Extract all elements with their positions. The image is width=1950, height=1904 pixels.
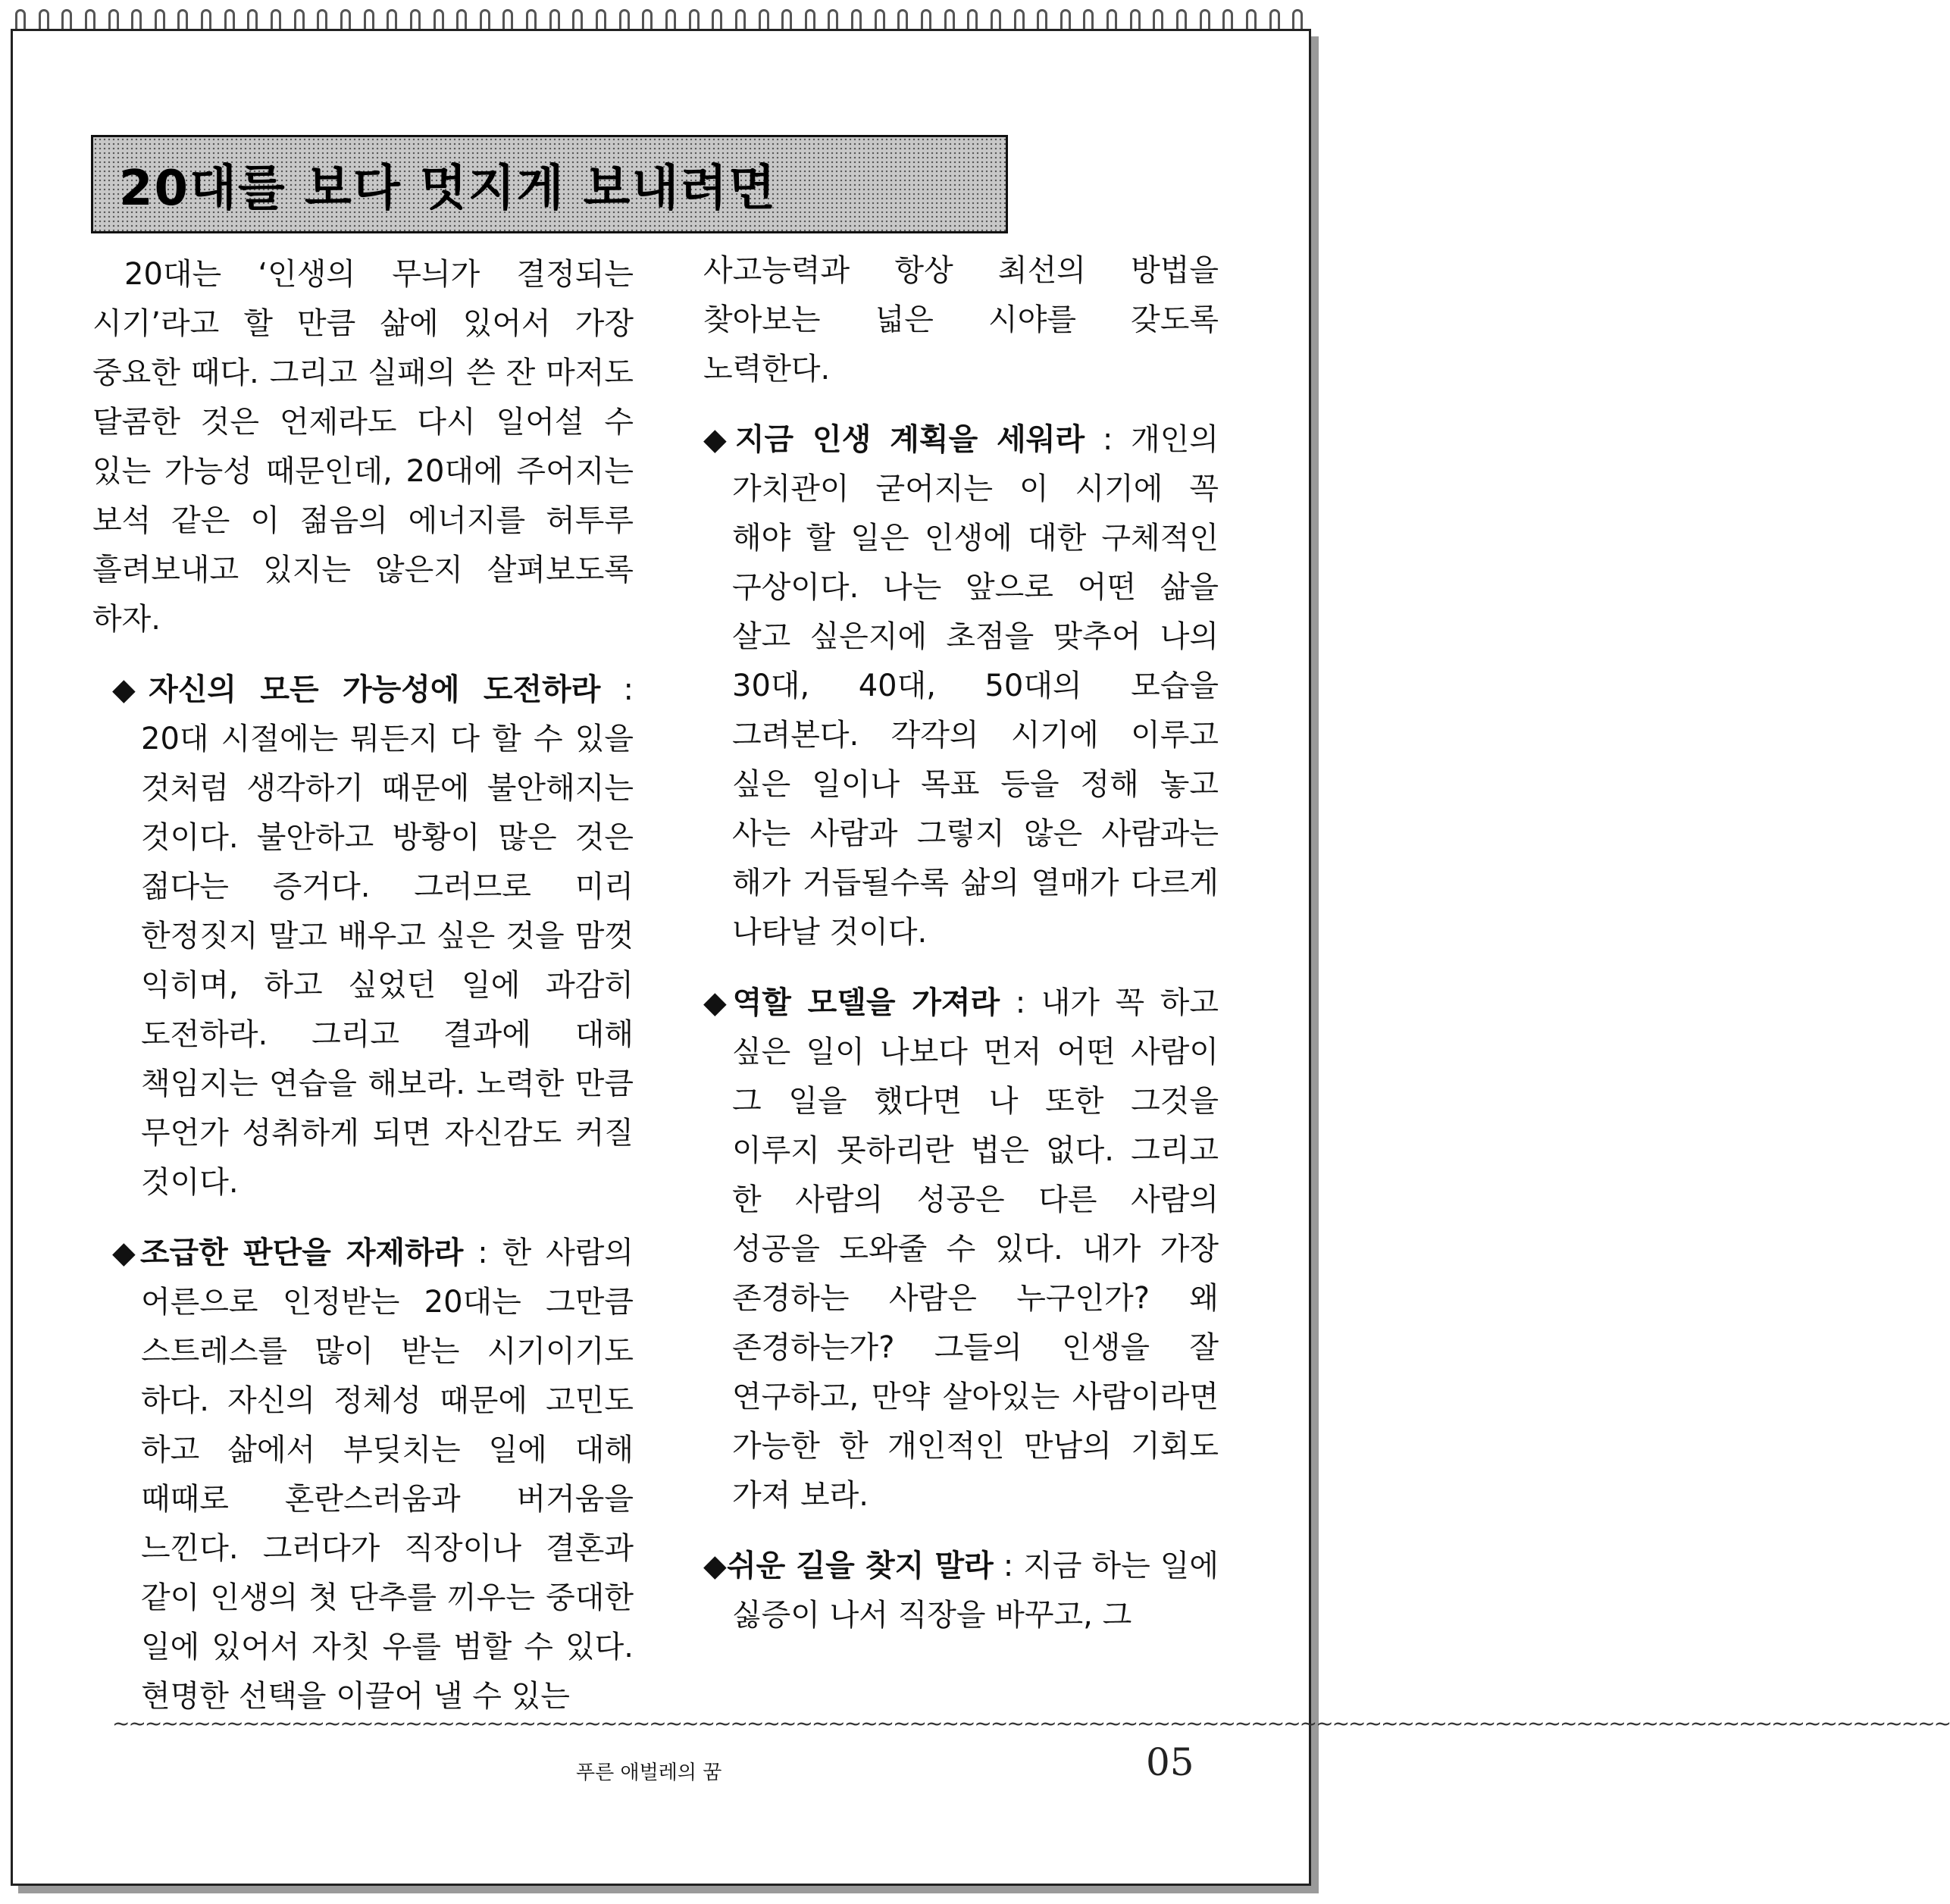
spiral-binding xyxy=(15,2,1304,32)
separator: : xyxy=(600,672,634,707)
section-heading: 조급한 판단을 자제하라 xyxy=(139,1235,464,1270)
right-column xyxy=(684,246,1219,1640)
separator: : xyxy=(463,1235,502,1270)
continued-paragraph: 사고능력과 항상 최선의 방법을 찾아보는 넓은 시야를 갖도록 노력한다. xyxy=(703,253,1219,387)
page-title: 20대를 보다 멋지게 보내려면 xyxy=(119,161,777,217)
section-role-model xyxy=(684,979,1219,1520)
page-number: 05 xyxy=(1146,1740,1194,1784)
section-paragraph xyxy=(684,979,1219,1520)
diamond-bullet-icon: ◆ xyxy=(703,985,733,1020)
footer-wavy-divider: ~~~~~~~~~~~~~~~~~~~~~~~~~~~~~~~~~~~~~~~~~~~~~~~~~~~~~~~~~~~~~~~~~~~~~~~~~~~~~~~~~~~~~~~~~~~~~~~~~~~~~~~~~~~~~~~~~ xyxy=(112,1711,1950,1736)
left-column xyxy=(92,250,634,1721)
section-heading: 자신의 모든 가능성에 도전하라 xyxy=(149,672,601,707)
section-paragraph xyxy=(92,1229,634,1721)
section-body: 20대 시절에는 뭐든지 다 할 수 있을 것처럼 생각하기 때문에 불안해지는 것이다. 불안하고 방황이 많은 것은 젊다는 증거다. 그러므로 미리 한정짓지 말고 배우고 싶은 것을 맘껏 익히며, 하고 싶었던 일에 과감히 도전하라. 그리고 결과에 대해 책임지는 연습을 해보라. 노력한 만큼 무언가 성취하게 되면 자신감도 커질 것이다. xyxy=(141,722,634,1200)
section-heading: 역할 모델을 가져라 xyxy=(732,985,1000,1020)
section-easy-road xyxy=(684,1542,1219,1640)
section-paragraph xyxy=(92,665,634,1207)
separator: : xyxy=(1000,985,1041,1020)
footer-book-title: 푸른 애벌레의 꿈 xyxy=(576,1762,722,1784)
section-body: 한 사람의 어른으로 인정받는 20대는 그만큼 스트레스를 많이 받는 시기이기도 하다. 자신의 정체성 때문에 고민도 하고 삶에서 부딪치는 일에 대해 때때로 혼란스러움과 버거움을 느낀다. 그러다가 직장이나 결혼과 같이 인생의 첫 단추를 끼우는 중대한 일에 있어서 자칫 우를 범할 수 있다. 현명한 선택을 이끌어 낼 수 있는 xyxy=(141,1235,634,1714)
diamond-bullet-icon: ◆ xyxy=(703,422,735,457)
section-paragraph xyxy=(684,415,1219,957)
section-challenge xyxy=(92,665,634,1207)
separator: : xyxy=(993,1549,1024,1583)
intro-paragraph: 20대는 ‘인생의 무늬가 결정되는 시기’라고 할 만큼 삶에 있어서 가장 중요한 때다. 그리고 실패의 쓴 잔 마저도 달콤한 것은 언제라도 다시 일어설 수 있는 가능성 때문인데, 20대에 주어지는 보석 같은 이 젊음의 에너지를 허투루 흘려보내고 있지는 않은지 살펴보도록 하자. xyxy=(92,257,634,637)
section-heading: 쉬운 길을 찾지 말라 xyxy=(727,1549,994,1583)
separator: : xyxy=(1085,422,1132,457)
diamond-bullet-icon: ◆ xyxy=(112,1235,140,1270)
diamond-bullet-icon: ◆ xyxy=(112,672,149,707)
section-paragraph xyxy=(684,1542,1219,1640)
diamond-bullet-icon: ◆ xyxy=(703,1549,728,1583)
section-body: 개인의 가치관이 굳어지는 이 시기에 꼭 해야 할 일은 인생에 대한 구체적인 구상이다. 나는 앞으로 어떤 삶을 살고 싶은지에 초점을 맞추어 나의 30대, 40대, 50대의 모습을 그려본다. 각각의 시기에 이루고 싶은 일이나 목표 등을 정해 놓고 사는 사람과 그렇지 않은 사람과는 해가 거듭될수록 삶의 열매가 다르게 나타날 것이다. xyxy=(732,422,1219,950)
section-heading: 지금 인생 계획을 세워라 xyxy=(734,422,1085,457)
section-life-plan xyxy=(684,415,1219,957)
section-body: 지금 하는 일에 싫증이 나서 직장을 바꾸고, 그 xyxy=(732,1549,1219,1633)
section-body: 내가 꼭 하고 싶은 일이 나보다 먼저 어떤 사람이 그 일을 했다면 나 또한 그것을 이루지 못하리란 법은 없다. 그리고 한 사람의 성공은 다른 사람의 성공을 도와줄 수 있다. 내가 가장 존경하는 사람은 누구인가? 왜 존경하는가? 그들의 인생을 잘 연구하고, 만약 살아있는 사람이라면 가능한 한 개인적인 만남의 기회도 가져 보라. xyxy=(732,985,1219,1513)
section-patience xyxy=(92,1229,634,1721)
title-banner xyxy=(91,135,1008,233)
